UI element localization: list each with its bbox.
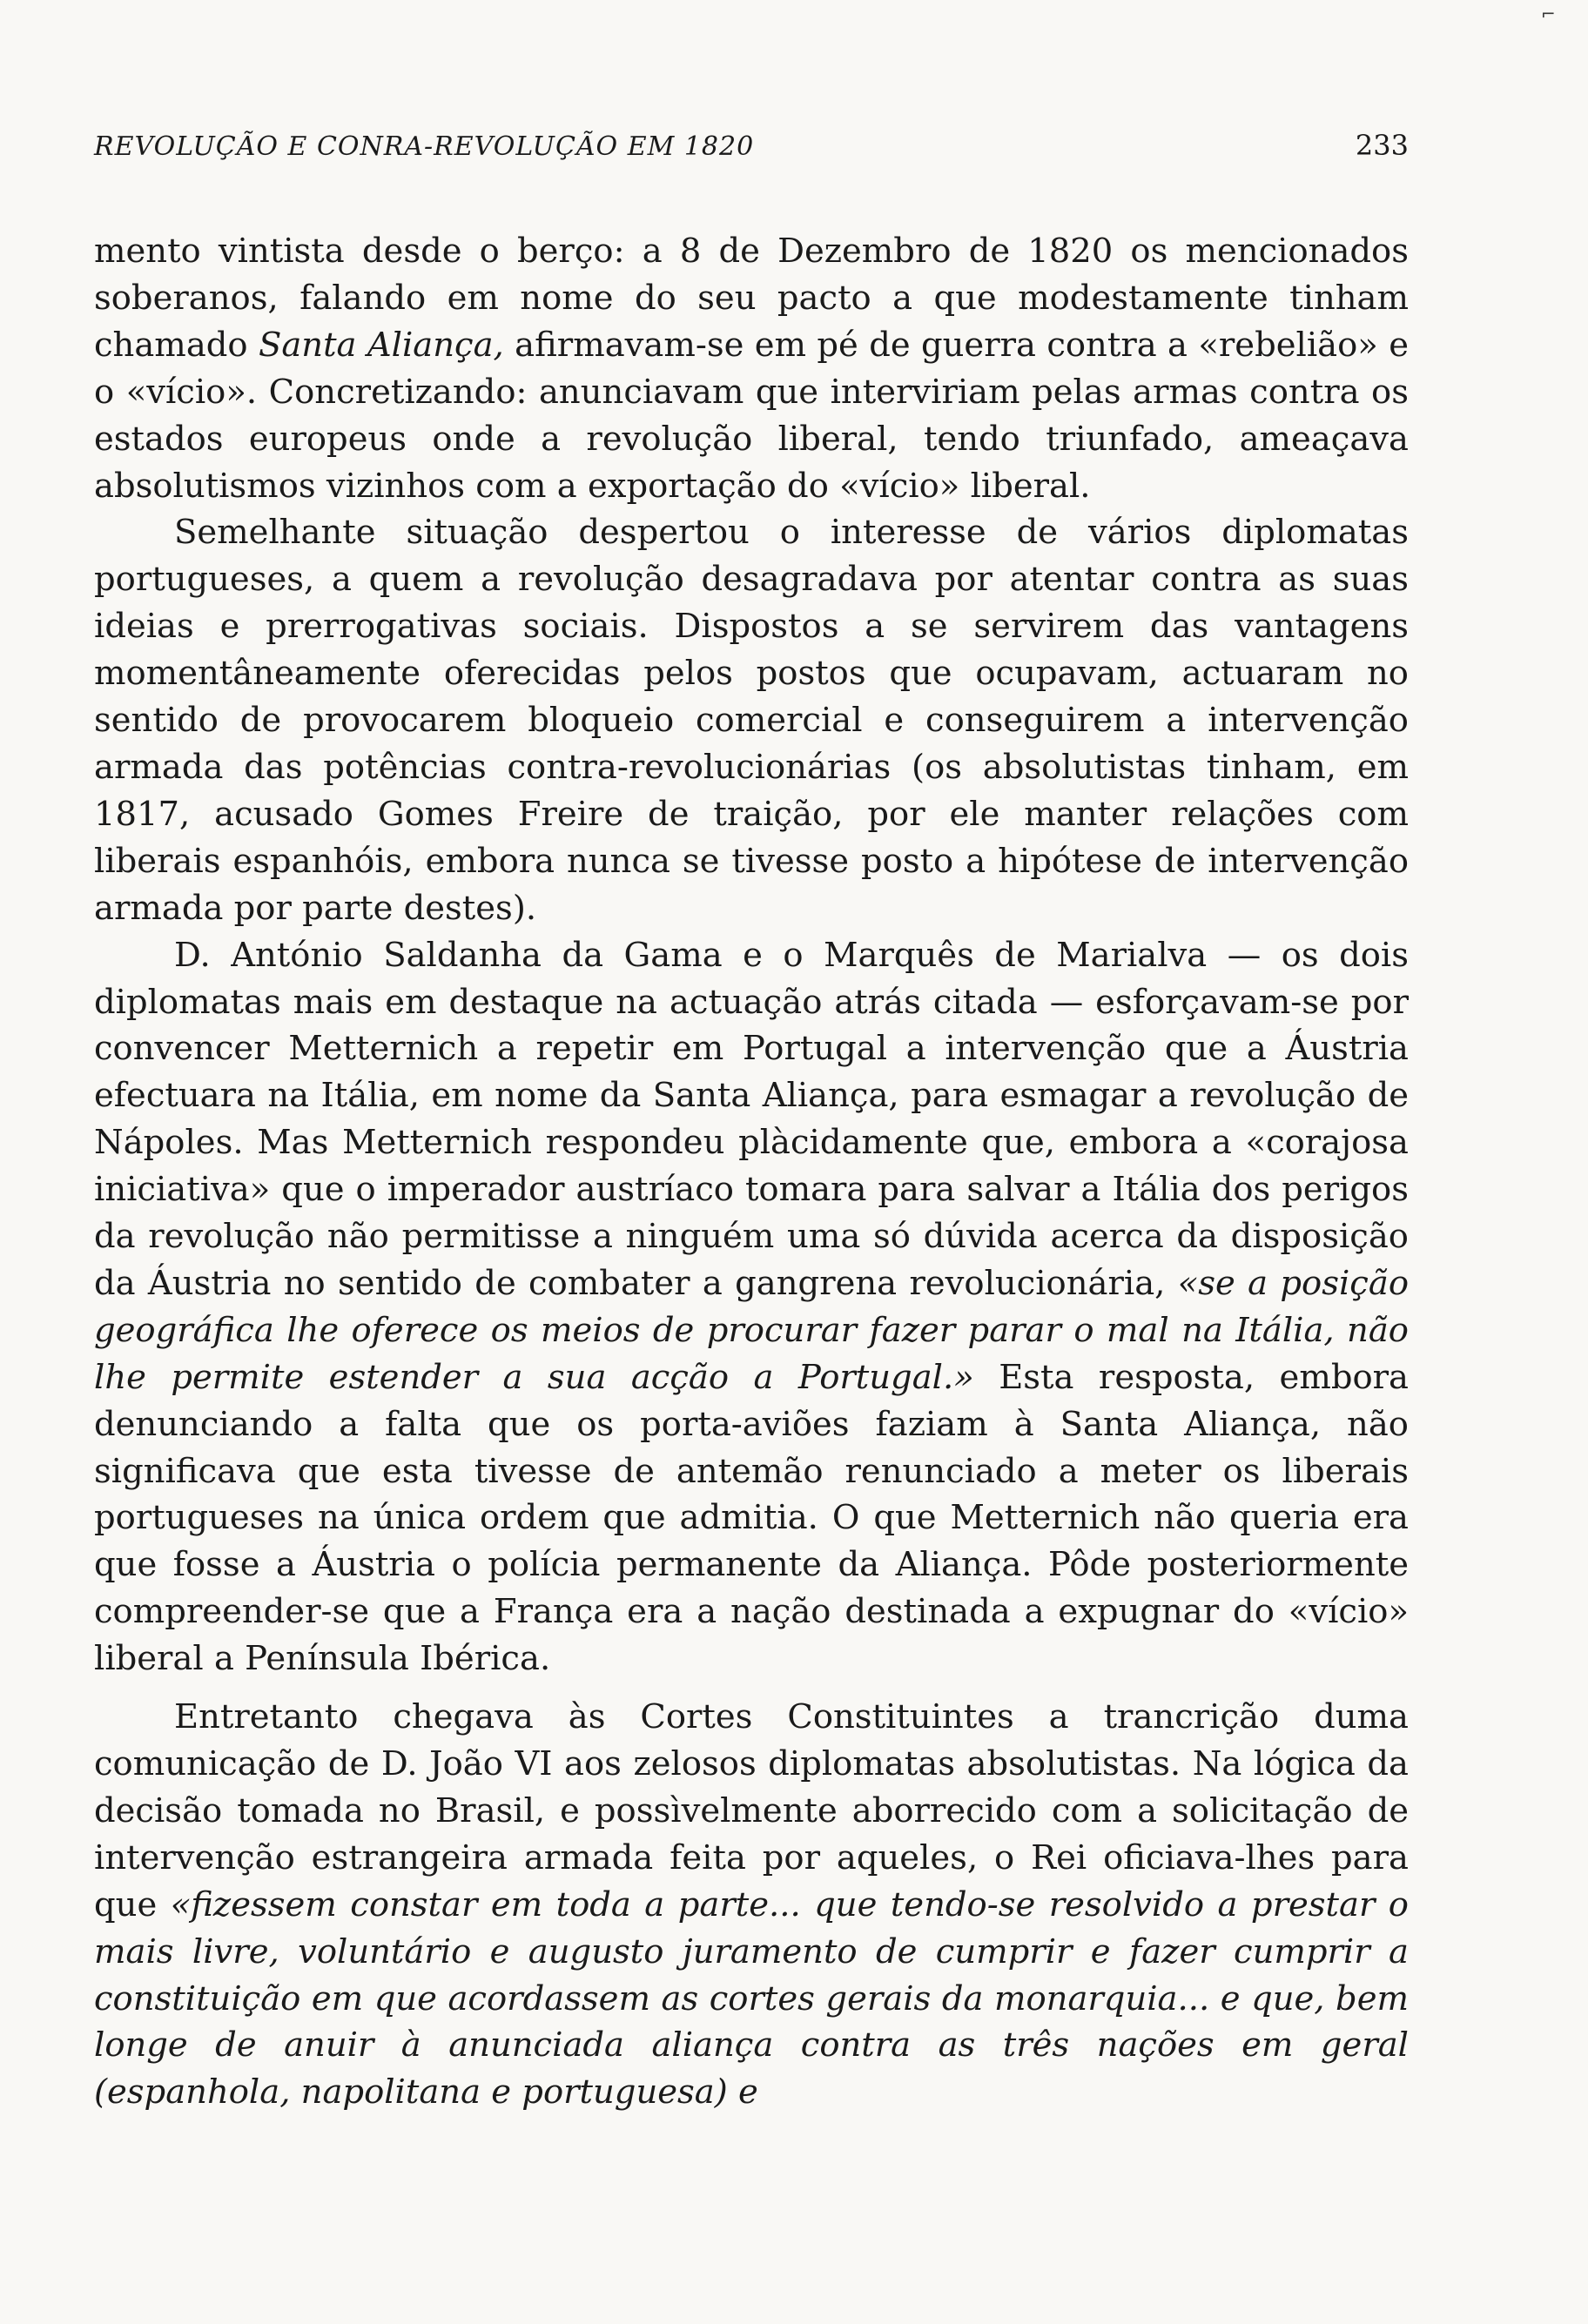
page-number: 233 xyxy=(1355,129,1409,162)
text-segment: afirmavam-se em pé de guerra contra a «rebelião» e o «vício». Concretizando: anunciavam que interviriam pelas armas contra os estados europeus onde a revolução liberal, tendo triunfado, ameaçava absolutismos vizinhos com a exportação do «vício» liberal. xyxy=(94,325,1409,506)
text-segment: Entretanto chegava às Cortes Constituintes a trancrição duma comunicação de D. João VI aos zelosos diplomatas absolutistas. Na lógica da decisão tomada no Brasil, e possìvelmente aborrecido com a solicitação de intervenção estrangeira armada feita por aqueles, o Rei oficiava-lhes para que xyxy=(94,1697,1409,1924)
paragraph xyxy=(94,932,1409,1683)
text-segment: Esta resposta, embora denunciando a falta que os porta-aviões faziam à Santa Aliança, não significava que esta tivesse de antemão renunciado a meter os liberais portugueses na única ordem que admitia. O que Metternich não queria era que fosse a Áustria o polícia permanente da Aliança. Pôde posteriormente compreender-se que a França era a nação destinada a expugnar do «vício» liberal a Península Ibérica. xyxy=(94,1357,1410,1679)
body-text xyxy=(94,228,1409,2116)
corner-mark: ⌐ xyxy=(1541,3,1556,24)
italic-text: «fizessem constar em toda a parte... que tendo-se resolvido a prestar o mais livre, voluntário e augusto juramento de cumprir e fazer cumprir a constituição em que acordassem as cortes gerais da monarquia... e que, bem longe de anuir à anunciada aliança contra as três nações em geral (espanhola, napolitana e portuguesa) e xyxy=(94,1884,1409,2112)
italic-text: Santa Aliança, xyxy=(258,325,504,365)
paragraph xyxy=(94,1694,1409,2116)
text-segment: D. António Saldanha da Gama e o Marquês de Marialva — os dois diplomatas mais em destaque na actuação atrás citada — esforçavam-se por convencer Metternich a repetir em Portugal a intervenção que a Áustria efectuara na Itália, em nome da Santa Aliança, para esmagar a revolução de Nápoles. Mas Metternich respondeu plàcidamente que, embora a «corajosa iniciativa» que o imperador austríaco tomara para salvar a Itália dos perigos da revolução não permitisse a ninguém uma só dúvida acerca da disposição da Áustria no sentido de combater a gangrena revolucionária, xyxy=(94,935,1409,1303)
italic-text: «se a posição geográfica lhe oferece os meios de procurar fazer parar o mal na Itália, não lhe permite estender a sua acção a Portugal.» xyxy=(94,1263,1409,1397)
paragraph xyxy=(94,228,1409,509)
text-segment: Semelhante situação despertou o interesse de vários diplomatas portugueses, a quem a revolução desagradava por atentar contra as suas ideias e prerrogativas sociais. Dispostos a se servirem das vantagens momentâneamente oferecidas pelos postos que ocupavam, actuaram no sentido de provocarem bloqueio comercial e conseguirem a intervenção armada das potências contra-revolucionárias (os absolutistas tinham, em 1817, acusado Gomes Freire de traição, por ele manter relações com liberais espanhóis, embora nunca se tivesse posto a hipótese de intervenção armada por parte destes). xyxy=(94,513,1409,928)
text-segment: mento vintista desde o berço: a 8 de Dezembro de 1820 os mencionados soberanos, falando em nome do seu pacto a que modestamente tinham chamado xyxy=(94,232,1409,365)
paragraph xyxy=(94,509,1409,931)
running-title: REVOLUÇÃO E CONRA-REVOLUÇÃO EM 1820 xyxy=(94,131,755,162)
running-header xyxy=(94,129,1409,162)
